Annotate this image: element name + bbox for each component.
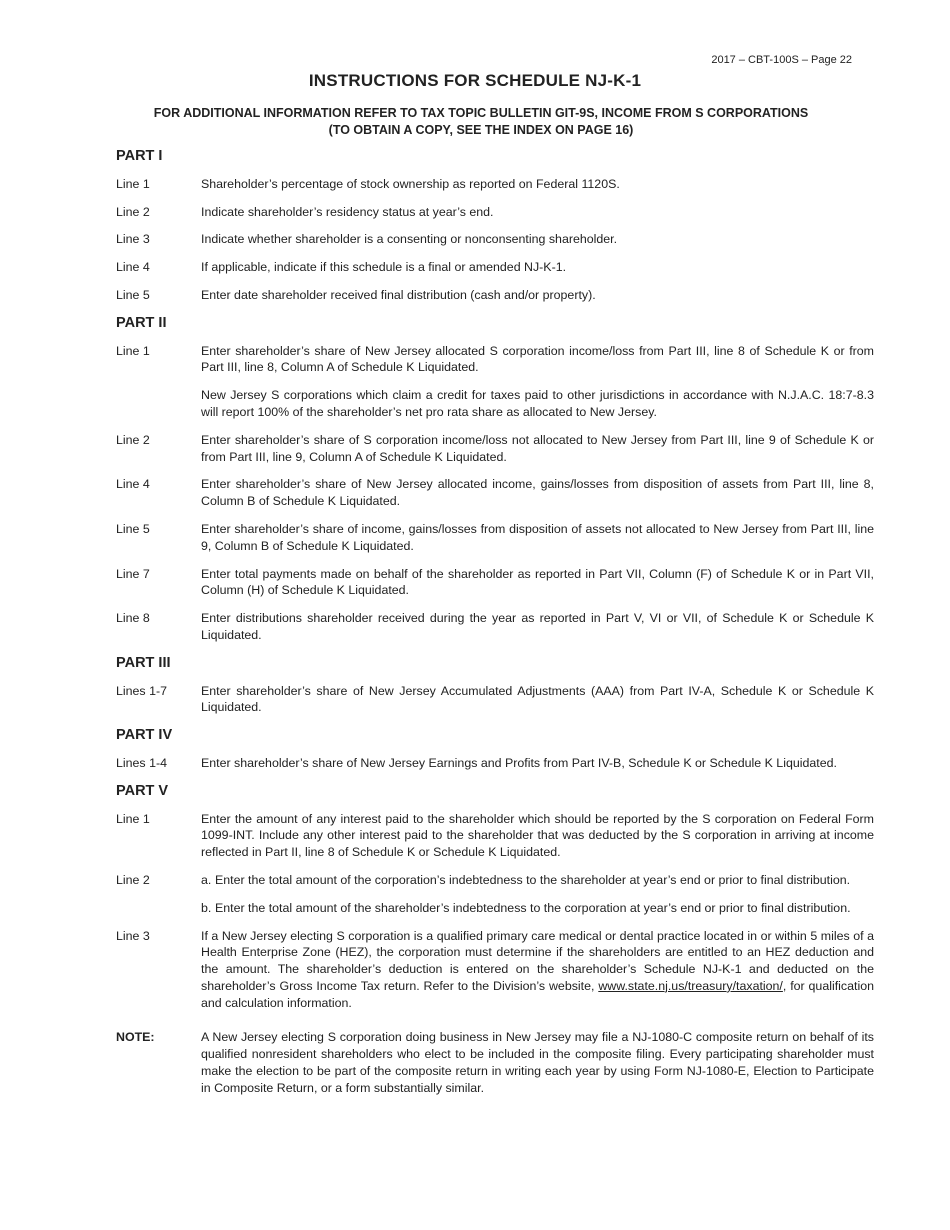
part-5-line-2 [116,872,874,917]
line-text: Enter shareholder’s share of New Jersey allocated income, gains/losses from disposition of assets from Part III, line 8, Column B of Schedule K Liquidated. [201,477,874,509]
part-4-lines [116,755,874,772]
line-text: Shareholder’s percentage of stock ownership as reported on Federal 1120S. [201,176,620,191]
subtitle [0,105,950,139]
line-text: Enter shareholder’s share of New Jersey Earnings and Profits from Part IV-B, Schedule K or Schedule K Liquidated. [201,755,837,770]
sub-item-text: Enter the total amount of the corporation’s indebtedness to the shareholder at year’s end or prior to final distribution. [215,872,851,887]
part-1-line-5 [116,287,874,304]
line-text: Enter date shareholder received final distribution (cash and/or property). [201,287,596,302]
line-paragraph: Enter shareholder’s share of New Jersey allocated S corporation income/loss from Part III, line 8 of Schedule K or from Part III, line 8, Column A of Schedule K Liquidated. [201,343,874,375]
line-text: Indicate whether shareholder is a consenting or nonconsenting shareholder. [201,232,618,247]
line-label: Line 8 [116,611,150,626]
line-label: Line 5 [116,521,150,536]
line-text: Indicate shareholder’s residency status at year’s end. [201,204,494,219]
line-3-text: If a New Jersey electing S corporation is a qualified primary care medical or dental practice located in or within 5 miles of a Health Enterprise Zone (HEZ), the corporation must determine if the shareholders are entitled to an HEZ deduction and the amount. The shareholder’s deduction is entered on the shareholder’s Schedule NJ-K-1 and deducted on the shareholder’s Gross Income Tax return. Refer to the Division’s website, [201,928,874,993]
line-label: Line 3 [116,928,150,943]
line-label: Line 1 [116,343,150,358]
part-2-line-8 [116,610,874,644]
line-label: Line 7 [116,566,150,581]
line-text: Enter distributions shareholder received during the year as reported in Part V, VI or VII, of Schedule K or Schedule K Liquidated. [201,611,874,642]
line-text [201,343,874,421]
line-label: Line 2 [116,204,150,219]
sub-item-a [201,872,874,889]
note-text: A New Jersey electing S corporation doing business in New Jersey may file a NJ-1080-C composite return on behalf of its qualified nonresident shareholders who elect to be included in the composite filing. Every participating shareholder must make the election to be part of the composite return in writing each year by using Form NJ-1080-E, Election to Participate in Composite Return, or a form substantially similar. [201,1030,874,1095]
line-3-text-after: , for qualification and calculation information. [201,978,874,1010]
part-3-heading: PART III [116,654,171,671]
page-reference: 2017 – CBT-100S – Page 22 [711,54,852,66]
sub-item-letter: b. [201,900,212,915]
part-1-line-3 [116,231,874,248]
line-label: Line 1 [116,176,150,191]
part-2-line-2 [116,432,874,466]
note-label: NOTE: [116,1030,155,1045]
line-label: Line 4 [116,477,150,492]
line-label: Line 4 [116,260,150,275]
part-2-line-4 [116,476,874,510]
part-5-line-3 [116,928,874,1012]
sub-item-letter: a. [201,872,212,887]
line-text: If applicable, indicate if this schedule is a final or amended NJ-K-1. [201,260,567,275]
sub-item-text: Enter the total amount of the shareholder’s indebtedness to the corporation at year’s end or prior to final distribution. [215,900,851,915]
line-paragraph: New Jersey S corporations which claim a credit for taxes paid to other jurisdictions in accordance with N.J.A.C. 18:7-8.3 will report 100% of the shareholder’s net pro rata share as allocated to New Jersey. [201,388,874,419]
line-text: Enter the amount of any interest paid to the shareholder which should be reported by the S corporation on Federal Form 1099-INT. Include any other interest paid to the shareholder that was deducted by the S corporation in arriving at income reflected in Part II, line 8 of Schedule K or Schedule K Liquidated. [201,811,874,860]
line-label: Lines 1-7 [116,683,167,698]
line-text [201,928,874,1012]
line-label: Lines 1-4 [116,755,167,770]
line-text: Enter shareholder’s share of S corporation income/loss not allocated to New Jersey from Part III, line 9 of Schedule K or from Part III, line 9, Column A of Schedule K Liquidated. [201,432,874,464]
line-label: Line 2 [116,872,150,887]
part-2-line-7 [116,566,874,600]
part-5-line-1 [116,811,874,861]
part-2-heading: PART II [116,314,167,331]
part-3-lines [116,683,874,717]
part-4-heading: PART IV [116,727,173,744]
line-text [201,872,874,917]
line-text: Enter shareholder’s share of New Jersey Accumulated Adjustments (AAA) from Part IV-A, Schedule K or Schedule K Liquidated. [201,683,874,715]
part-1-line-2 [116,204,874,221]
line-label: Line 1 [116,811,150,826]
note [116,1029,874,1096]
part-2-line-1 [116,343,874,421]
page-title: INSTRUCTIONS FOR SCHEDULE NJ-K-1 [308,71,642,90]
line-label: Line 2 [116,432,150,447]
subtitle-line-1: FOR ADDITIONAL INFORMATION REFER TO TAX TOPIC BULLETIN GIT-9S, INCOME FROM S CORPORATIONS [153,106,809,120]
division-website-link[interactable]: www.state.nj.us/treasury/taxation/ [598,978,783,993]
instructions-body [116,148,874,1108]
sub-item-b [201,900,874,917]
line-text: Enter total payments made on behalf of the shareholder as reported in Part VII, Column (F) of Schedule K or in Part VII, Column (H) of Schedule K Liquidated. [201,566,874,598]
line-label: Line 3 [116,232,150,247]
part-1-line-4 [116,259,874,276]
part-5-heading: PART V [116,782,169,799]
part-2-line-5 [116,521,874,555]
line-label: Line 5 [116,287,150,302]
part-1-heading: PART I [116,148,163,164]
line-text: Enter shareholder’s share of income, gains/losses from disposition of assets not allocated to New Jersey from Part III, line 9, Column B of Schedule K Liquidated. [201,521,874,553]
part-1-line-1 [116,176,874,193]
subtitle-line-2: (TO OBTAIN A COPY, SEE THE INDEX ON PAGE 16) [328,123,634,137]
